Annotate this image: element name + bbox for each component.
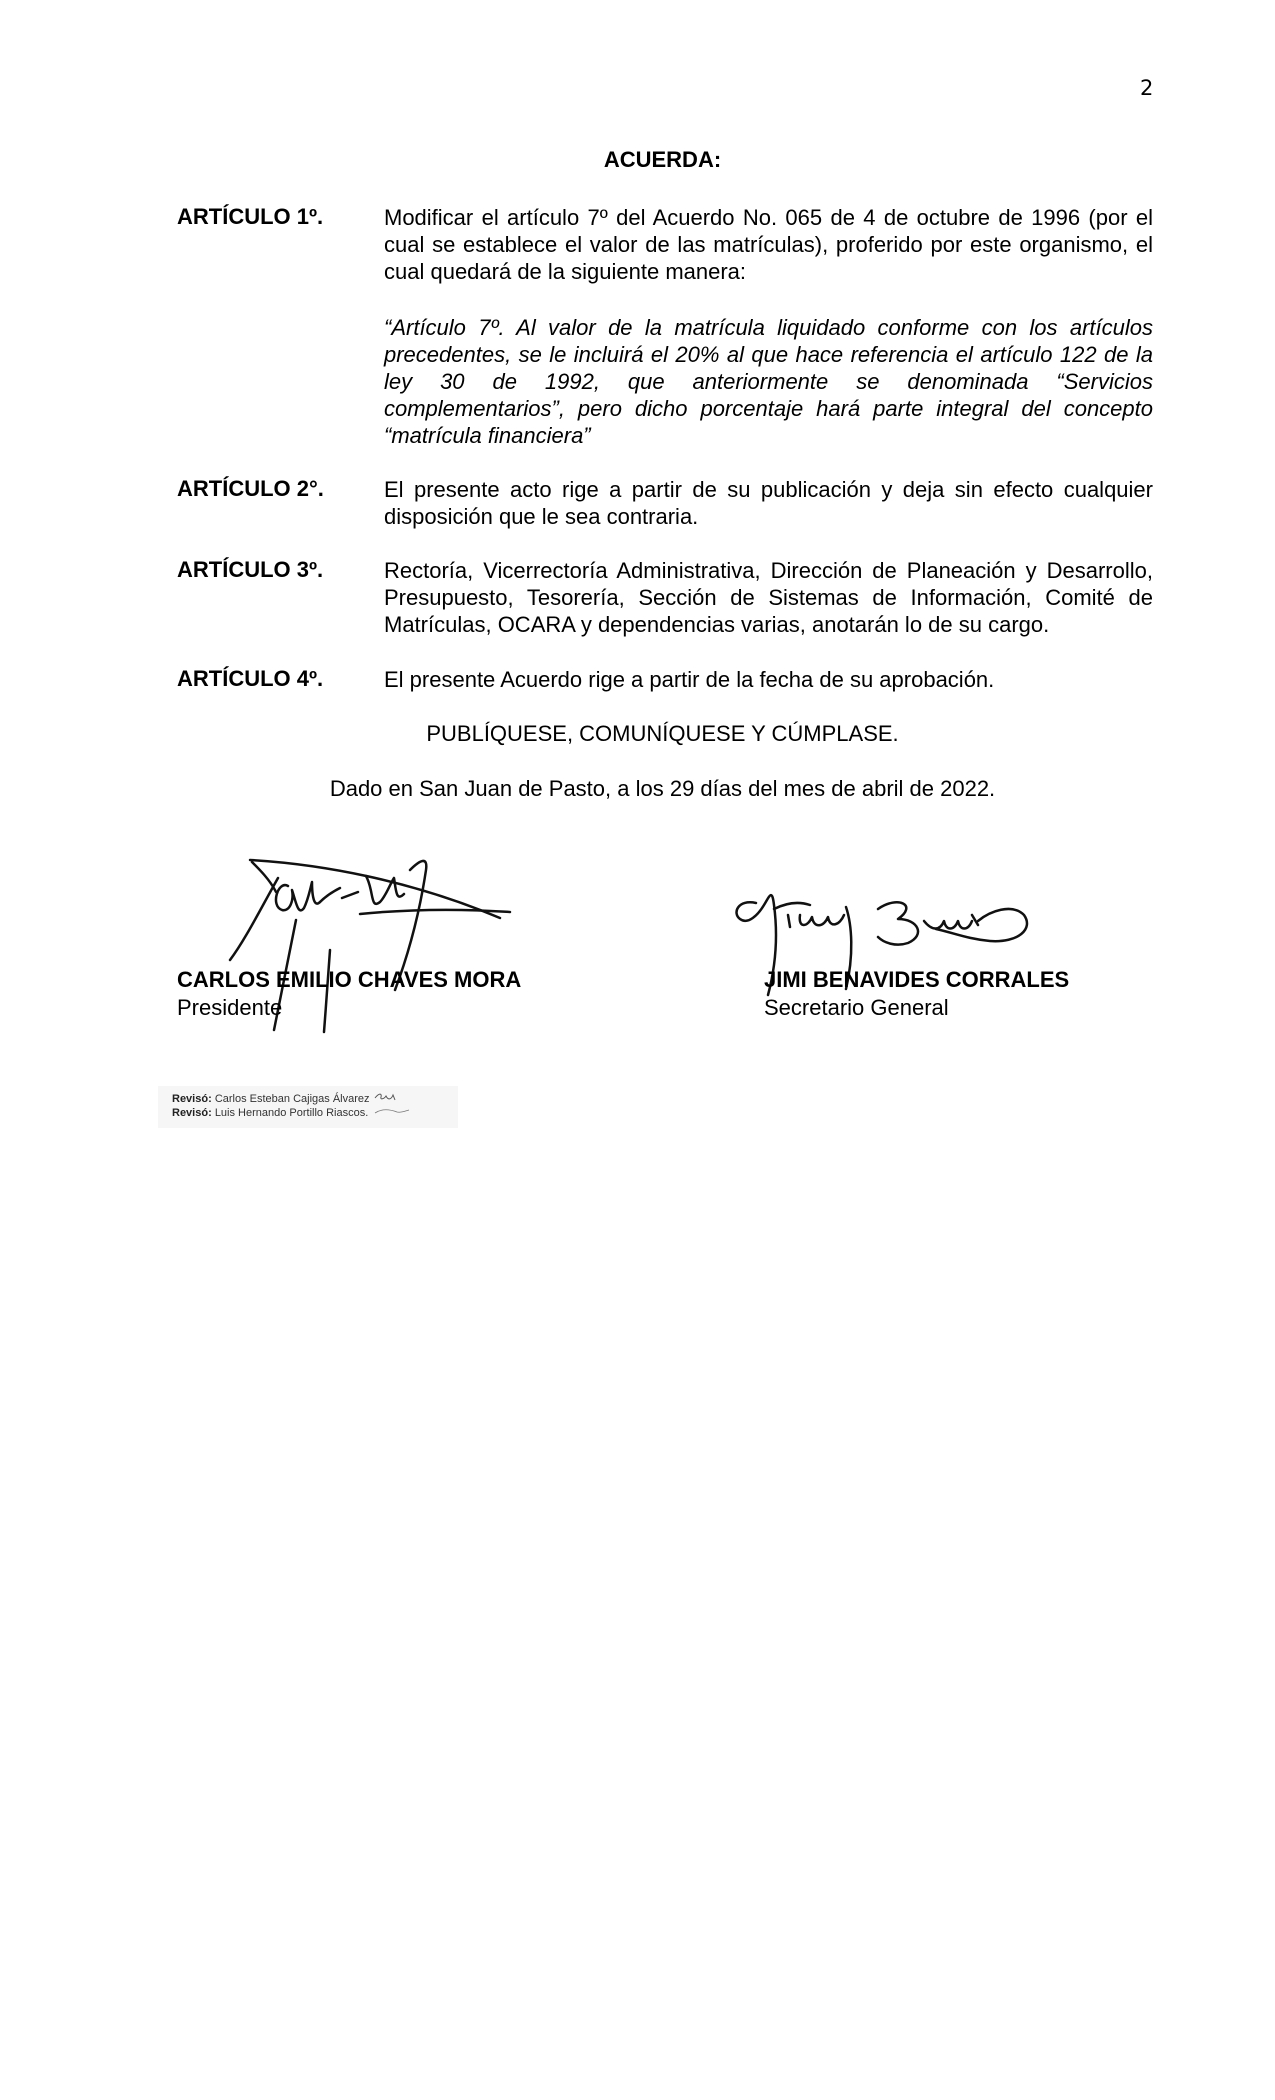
reviewer-1: Carlos Esteban Cajigas Álvarez bbox=[214, 1093, 370, 1105]
date-line: Dado en San Juan de Pasto, a los 29 días del mes de abril de 2022. bbox=[329, 776, 996, 801]
reviewer-2-initials bbox=[371, 1106, 411, 1116]
review-label-1: Revisó: bbox=[172, 1093, 212, 1105]
article-3-label: ARTÍCULO 3º. bbox=[177, 557, 324, 582]
review-line-1 bbox=[172, 1092, 452, 1106]
review-line-2 bbox=[172, 1106, 452, 1120]
article-1-label: ARTÍCULO 1º. bbox=[177, 204, 324, 229]
reviewer-1-initials bbox=[373, 1092, 399, 1102]
president-role: Presidente bbox=[177, 995, 283, 1020]
article-2-text: El presente acto rige a partir de su publicación y deja sin efecto cualquier disposición que le sea contraria. bbox=[384, 477, 1153, 529]
president-name: CARLOS EMILIO CHAVES MORA bbox=[177, 967, 522, 992]
publish-line: PUBLÍQUESE, COMUNÍQUESE Y CÚMPLASE. bbox=[426, 721, 899, 746]
review-box bbox=[158, 1086, 458, 1128]
article-2-label: ARTÍCULO 2°. bbox=[177, 476, 324, 501]
page-number: 2 bbox=[1140, 76, 1154, 100]
article-4-text: El presente Acuerdo rige a partir de la fecha de su aprobación. bbox=[384, 667, 995, 692]
review-label-2: Revisó: bbox=[172, 1107, 212, 1119]
article-3-text: Rectoría, Vicerrectoría Administrativa, Dirección de Planeación y Desarrollo, Presupuesto, Tesorería, Sección de Sistemas de Información, Comité de Matrículas, OCARA y dependencias varias, anotarán lo de su cargo. bbox=[384, 558, 1153, 637]
secretary-name: JIMI BENAVIDES CORRALES bbox=[764, 967, 1070, 992]
article-1-text: Modificar el artículo 7º del Acuerdo No. 065 de 4 de octubre de 1996 (por el cual se establece el valor de las matrículas), proferido por este organismo, el cual quedará de la siguiente manera: bbox=[384, 205, 1153, 284]
secretary-role: Secretario General bbox=[764, 995, 949, 1020]
reviewer-2: Luis Hernando Portillo Riascos. bbox=[214, 1107, 369, 1119]
article-1-quote: “Artículo 7º. Al valor de la matrícula liquidado conforme con los artículos precedentes, se le incluirá el 20% al que hace referencia el artículo 122 de la ley 30 de 1992, que anteriormente se denominada “Servicios complementarios”, pero dicho porcentaje hará parte integral del concepto “matrícula financiera” bbox=[384, 315, 1153, 448]
article-4-label: ARTÍCULO 4º. bbox=[177, 666, 324, 691]
resolution-heading: ACUERDA: bbox=[603, 147, 722, 172]
